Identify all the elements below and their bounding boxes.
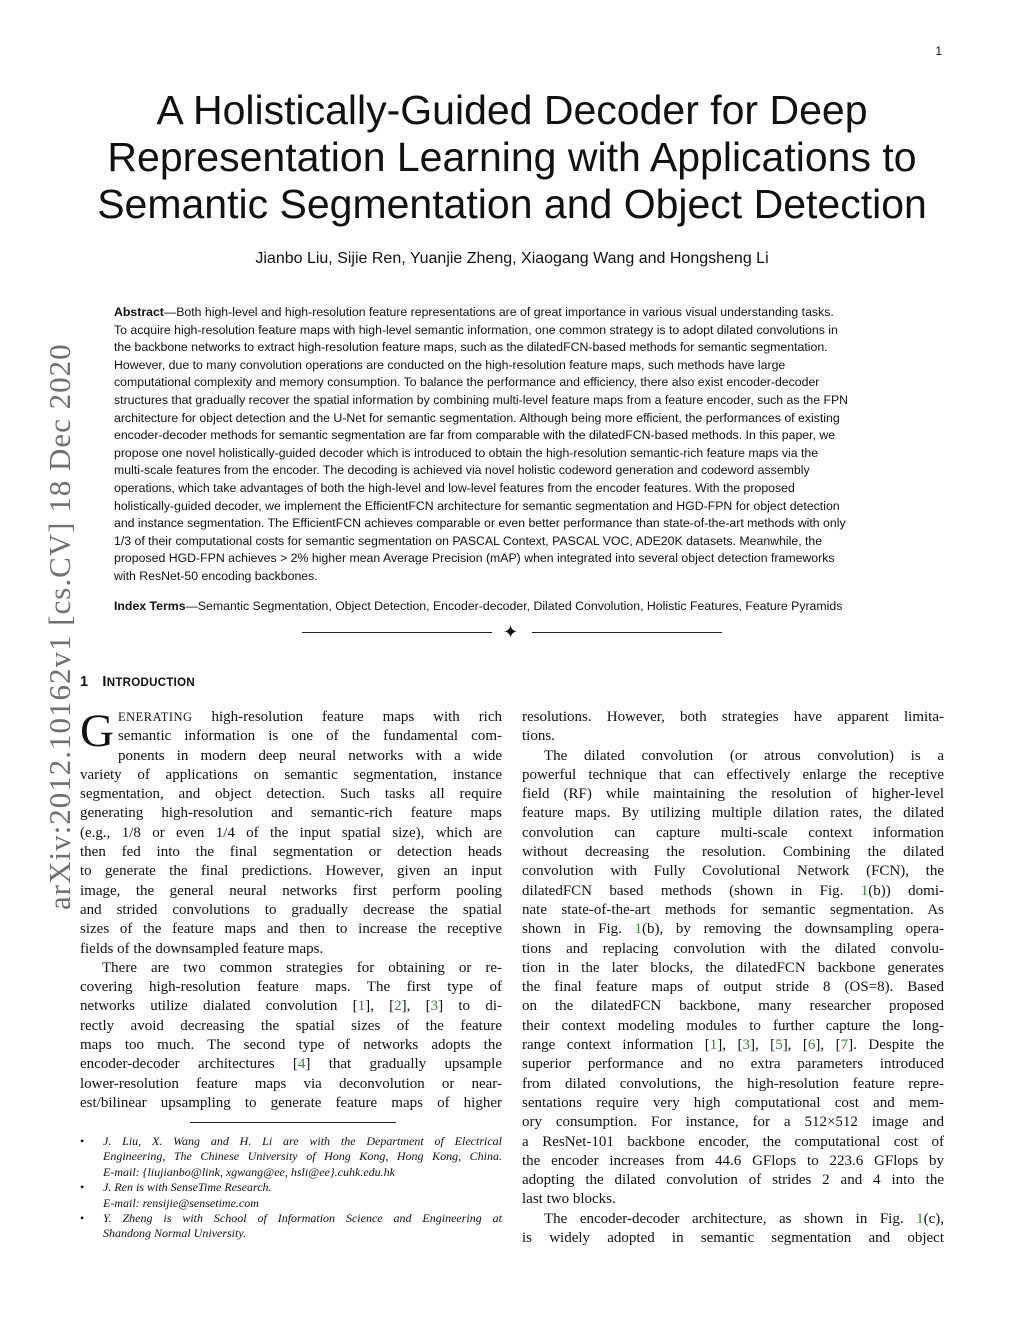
abstract <box>114 304 910 586</box>
body-line: the encoder increases from 44.6 GFlops to 223.6 GFlops by <box>522 1152 944 1169</box>
body-line: and strided convolutions to gradually decrease the spatial <box>80 901 502 918</box>
separator-rule-left <box>302 632 492 633</box>
abstract-line <box>114 304 910 322</box>
title-line: A Holistically-Guided Decoder for Deep <box>156 87 868 133</box>
body-line <box>522 1036 944 1055</box>
body-line: superior performance and no extra parameters introduced <box>522 1056 944 1073</box>
section-title-rest: NTRODUCTION <box>106 677 195 689</box>
abstract-line: multi-scale features from the encoder. The decoding is achieved via novel holistic codeword generation and codeword assembly <box>114 463 810 478</box>
abstract-line: To acquire high-resolution feature maps with high-level semantic information, one common strategy is to adopt dilated convolutions in <box>114 322 838 337</box>
footnote-line: E-mail: rensijie@sensetime.com <box>103 1195 259 1210</box>
section-number: 1 <box>80 674 89 690</box>
section-heading <box>80 674 195 690</box>
body-line: on the dilatedFCN backbone, many researcher proposed <box>522 998 944 1015</box>
abstract-line: the backbone networks to extract high-resolution feature maps, such as the dilatedFCN-based methods for semantic segmentation. <box>114 340 828 355</box>
footnote-line: E-mail: {liujianbo@link, xgwang@ee, hsli@ee}.cuhk.edu.hk <box>103 1164 395 1179</box>
footnote-line: Engineering, The Chinese University of Hong Kong, Hong Kong, China. <box>103 1149 502 1164</box>
body-line <box>522 920 944 939</box>
body-line: fields of the downsampled feature maps. <box>80 940 324 957</box>
index-terms <box>114 598 924 615</box>
body-line: the final feature maps of output stride 8 (OS=8). Based <box>522 979 944 996</box>
body-text: ] to di- <box>438 998 502 1015</box>
body-line: resolutions. However, both strategies have apparent limita- <box>522 709 944 725</box>
body-text: ], [ <box>749 1037 776 1054</box>
body-text: high-resolution feature maps with rich <box>211 709 503 725</box>
citation-link[interactable]: 5 <box>775 1037 783 1054</box>
body-line: convolution with Fully Covolutional Network (FCN), the <box>522 863 944 880</box>
page-number: 1 <box>935 44 942 58</box>
footnote-line: Shandong Normal University. <box>103 1226 246 1241</box>
abstract-text: —Both high-level and high-resolution feature representations are of great importance in various visual understanding tasks. <box>163 305 834 319</box>
body-line: a ResNet-101 backbone encoder, the computational cost of <box>522 1133 944 1150</box>
body-line: adopting the dilated convolution of strides 2 and 4 into the <box>522 1172 944 1189</box>
body-line: tions and replacing convolution with the dilated convolu- <box>522 940 944 957</box>
body-text: ]. Despite the <box>848 1037 945 1054</box>
author-list: Jianbo Liu, Sijie Ren, Yuanjie Zheng, Xiaogang Wang and Hongsheng Li <box>255 250 769 267</box>
body-line: sizes of the feature maps and then to increase the receptive <box>80 921 502 938</box>
body-line: ponents in modern deep neural networks with a wide <box>117 747 502 764</box>
body-line: to generate the final predictions. However, given an input <box>80 863 502 880</box>
right-column <box>522 708 944 1248</box>
body-line: generating high-resolution and semantic-rich feature maps <box>80 805 502 822</box>
separator-star-icon: ✦ <box>503 622 519 642</box>
figure-ref-link[interactable]: 1 <box>916 1210 924 1227</box>
body-text: ], [ <box>365 998 395 1015</box>
footnote-line: J. Liu, X. Wang and H. Li are with the Department of Electrical <box>103 1134 502 1148</box>
citation-link[interactable]: 7 <box>840 1037 849 1054</box>
citation-link[interactable]: 3 <box>430 998 439 1015</box>
bullet-icon: • <box>80 1180 85 1195</box>
body-line: field (RF) while maintaining the resolution of higher-level <box>522 786 944 803</box>
arxiv-stamp: arXiv:2012.10162v1 [cs.CV] 18 Dec 2020 <box>42 343 77 910</box>
body-line: rectly avoid decreasing the spatial sizes of the feature <box>80 1017 502 1034</box>
body-line: lower-resolution feature maps via deconvolution or near- <box>80 1075 502 1092</box>
title-line: Semantic Segmentation and Object Detection <box>97 181 927 227</box>
body-text: encoder-decoder architectures [ <box>80 1056 298 1073</box>
body-line: The dilated convolution (or atrous convolution) is a <box>544 747 944 764</box>
body-line: from dilated convolutions, the high-resolution feature repre- <box>522 1075 944 1092</box>
abstract-line: architecture for object detection and the U-Net for semantic segmentation. Although being more efficient, the performances of existing <box>114 410 840 425</box>
citation-link[interactable]: 4 <box>297 1056 306 1073</box>
body-line: feature maps. By utilizing multiple dilation rates, the dilated <box>522 805 944 822</box>
body-text: ], [ <box>782 1037 808 1054</box>
body-text: ] that gradually upsample <box>305 1056 503 1073</box>
body-text: ], [ <box>401 998 431 1015</box>
body-line: powerful technique that can effectively enlarge the receptive <box>522 766 944 783</box>
body-text: (b)) domi- <box>868 882 944 899</box>
footnote-line: J. Ren is with SenseTime Research. <box>103 1180 272 1195</box>
body-line: tion in the later blocks, the dilatedFCN backbone generates <box>522 959 944 976</box>
body-text: range context information [ <box>522 1037 710 1054</box>
body-line <box>80 1055 502 1074</box>
body-text: dilatedFCN based methods (shown in Fig. <box>522 882 861 899</box>
body-line: their context modeling modules to further capture the long- <box>522 1017 944 1034</box>
body-text: ], [ <box>717 1037 743 1054</box>
abstract-line: 1/3 of their computational costs for semantic segmentation on PASCAL Context, PASCAL VOC, ADE20K datasets. Meanwhile, the <box>114 533 823 548</box>
index-terms-text: —Semantic Segmentation, Object Detection, Encoder-decoder, Dilated Convolution, Holistic Features, Feature Pyramids <box>185 599 843 613</box>
abstract-line: However, due to many convolution operations are conducted on the high-resolution feature maps, such methods have large <box>114 357 786 372</box>
section-initial: I <box>102 674 107 690</box>
body-text: ], [ <box>815 1037 841 1054</box>
abstract-line: proposed HGD-FPN achieves > 2% higher mean Average Precision (mAP) when integrated into several object detection frameworks <box>114 551 835 566</box>
abstract-line: holistically-guided decoder, we implement the EfficientFCN architecture for semantic segmentation and HGD-FPN for object detection <box>114 498 840 513</box>
abstract-line: operations, which take advantages of both the high-level and low-level features from the encoder features. With the proposed <box>114 480 795 495</box>
citation-link[interactable]: 6 <box>807 1037 816 1054</box>
body-line: sentations require very high computational cost and mem- <box>522 1094 944 1111</box>
index-terms-label: Index Terms <box>114 599 186 613</box>
body-line: variety of applications on semantic segmentation, instance <box>80 766 502 783</box>
body-line: There are two common strategies for obtaining or re- <box>102 959 502 976</box>
citation-link[interactable]: 1 <box>357 998 366 1015</box>
body-line <box>522 882 944 901</box>
body-line: last two blocks. <box>522 1191 616 1208</box>
body-line: image, the general neural networks first perform pooling <box>80 882 502 899</box>
body-line: (e.g., 1/8 or even 1/4 of the input spatial size), which are <box>80 824 502 841</box>
left-column <box>80 705 503 1113</box>
abstract-line: and instance segmentation. The EfficientFCN achieves comparable or even better performance than state-of-the-art methods with only <box>114 516 846 531</box>
body-text: (b), by removing the downsampling opera- <box>642 921 944 938</box>
bullet-icon: • <box>80 1134 85 1148</box>
body-line: tions. <box>522 728 555 745</box>
footnote-item <box>80 1180 502 1211</box>
body-line: maps too much. The second type of networks adopts the <box>80 1037 502 1054</box>
body-line: nate state-of-the-art methods for semantic segmentation. As <box>522 901 944 918</box>
drop-cap: G <box>80 705 114 757</box>
footnote-rule <box>190 1122 396 1123</box>
citation-link[interactable]: 2 <box>394 998 402 1015</box>
body-line: then fed into the final segmentation or detection heads <box>80 844 502 861</box>
abstract-label: Abstract <box>114 305 164 319</box>
body-line: convolution can capture multi-scale context information <box>522 824 944 841</box>
body-text: networks utilize dialated convolution [ <box>80 998 358 1015</box>
body-line <box>80 997 502 1016</box>
citation-link[interactable]: 3 <box>742 1037 750 1054</box>
footnote-item <box>80 1134 502 1180</box>
abstract-line: propose one novel holistically-guided decoder which is introduced to obtain the high-resolution semantic-rich feature maps via the <box>114 445 819 460</box>
separator-rule-right <box>532 632 722 633</box>
footnotes <box>80 1134 502 1242</box>
bullet-icon: • <box>80 1211 85 1226</box>
small-caps-word: ENERATING <box>117 710 193 724</box>
body-line: without decreasing the resolution. Combining the dilated <box>522 844 944 861</box>
abstract-line: computational complexity and memory consumption. To balance the performance and efficiency, there also exist encoder-decoder <box>114 375 820 390</box>
body-line: covering high-resolution feature maps. The first type of <box>80 979 502 996</box>
abstract-line: encoder-decoder methods for semantic segmentation are far from comparable with the dilatedFCN-based methods. In this paper, we <box>114 428 836 443</box>
figure-ref-link[interactable]: 1 <box>860 882 869 899</box>
footnote-line: Y. Zheng is with School of Information Science and Engineering at <box>103 1211 502 1226</box>
body-line: semantic information is one of the fundamental com- <box>117 728 502 745</box>
body-line <box>522 1210 944 1229</box>
citation-link[interactable]: 1 <box>709 1037 718 1054</box>
figure-ref-link[interactable]: 1 <box>634 921 643 938</box>
body-text: The encoder-decoder architecture, as shown in Fig. <box>544 1210 917 1227</box>
paper-title <box>80 87 944 228</box>
body-line: ory consumption. For instance, for a 512×512 image and <box>522 1114 944 1131</box>
abstract-line: with ResNet-50 encoding backbones. <box>114 568 318 583</box>
abstract-line: structures that gradually recover the spatial information by combining multi-level feature maps from a feature encoder, such as the FPN <box>114 392 849 407</box>
body-line: segmentation, and object detection. Such tasks all require <box>80 786 502 803</box>
body-text: (c), <box>923 1210 944 1227</box>
body-line: is widely adopted in semantic segmentation and object <box>522 1230 944 1247</box>
body-text: shown in Fig. <box>522 921 635 938</box>
body-line <box>80 708 502 727</box>
footnote-item <box>80 1211 502 1242</box>
body-line: est/bilinear upsampling to generate feature maps of higher <box>80 1094 502 1111</box>
title-line: Representation Learning with Applications to <box>107 134 917 180</box>
